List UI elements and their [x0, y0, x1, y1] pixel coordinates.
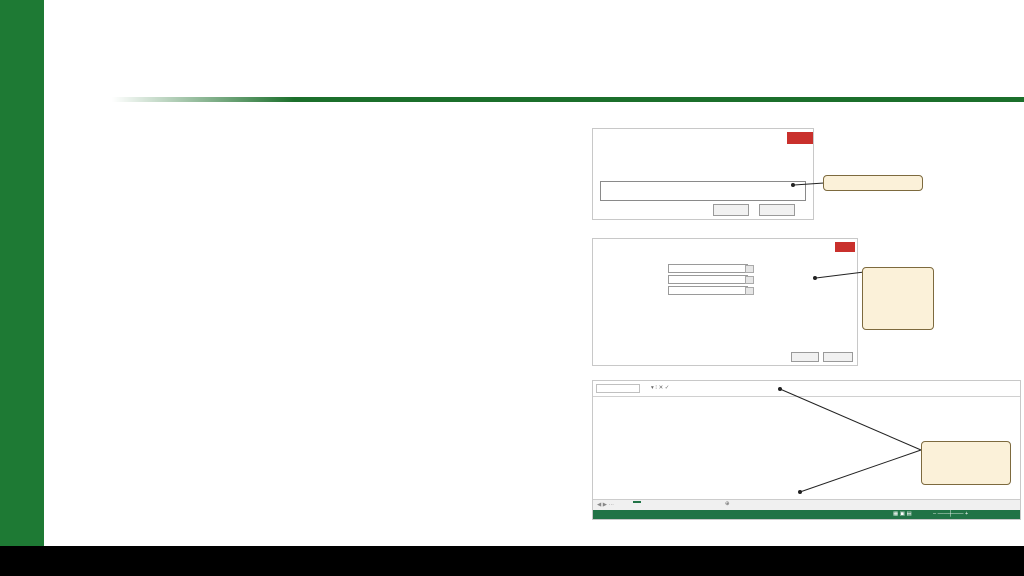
cancel-button[interactable]: [823, 352, 853, 362]
sidebar-band: [0, 0, 44, 546]
callout-b2-match: [862, 267, 934, 330]
add-sheet-icon[interactable]: ⊕: [725, 501, 730, 507]
callout-arrow-2: [800, 266, 866, 296]
cancel-enter-icons[interactable]: ▾ ⁝ ✕ ✓: [651, 385, 670, 391]
cancel-button[interactable]: [759, 204, 795, 216]
title-divider: [112, 97, 1024, 102]
callout-select-option: [823, 175, 923, 191]
column-num-input[interactable]: [668, 286, 748, 295]
function-arguments-dialog: [592, 238, 858, 366]
select-arguments-dialog: [592, 128, 814, 220]
collapse-dialog-icon[interactable]: [745, 287, 754, 295]
status-bar: [593, 510, 1021, 520]
sheet-nav-icons[interactable]: ◀ ▶ ···: [597, 502, 615, 508]
view-icons[interactable]: ▦ ▣ ▤: [893, 511, 912, 517]
footer: [0, 546, 1024, 576]
array-input[interactable]: [668, 264, 748, 273]
callout-arrows-3: [640, 388, 940, 498]
row-num-input[interactable]: [668, 275, 748, 284]
collapse-dialog-icon[interactable]: [745, 265, 754, 273]
callout-arrow-1: [780, 176, 826, 190]
zoom-slider[interactable]: – ——┼—— +: [933, 511, 969, 517]
close-button[interactable]: [787, 132, 813, 144]
collapse-dialog-icon[interactable]: [745, 276, 754, 284]
ok-button[interactable]: [791, 352, 819, 362]
tab-inventory-list[interactable]: [633, 501, 641, 503]
name-box[interactable]: [596, 384, 640, 393]
close-button[interactable]: [835, 242, 855, 252]
instructions: [160, 155, 570, 168]
argument-list: [600, 181, 806, 201]
callout-row-num: [921, 441, 1011, 485]
ok-button[interactable]: [713, 204, 749, 216]
sheet-tab-bar: [593, 499, 1021, 510]
